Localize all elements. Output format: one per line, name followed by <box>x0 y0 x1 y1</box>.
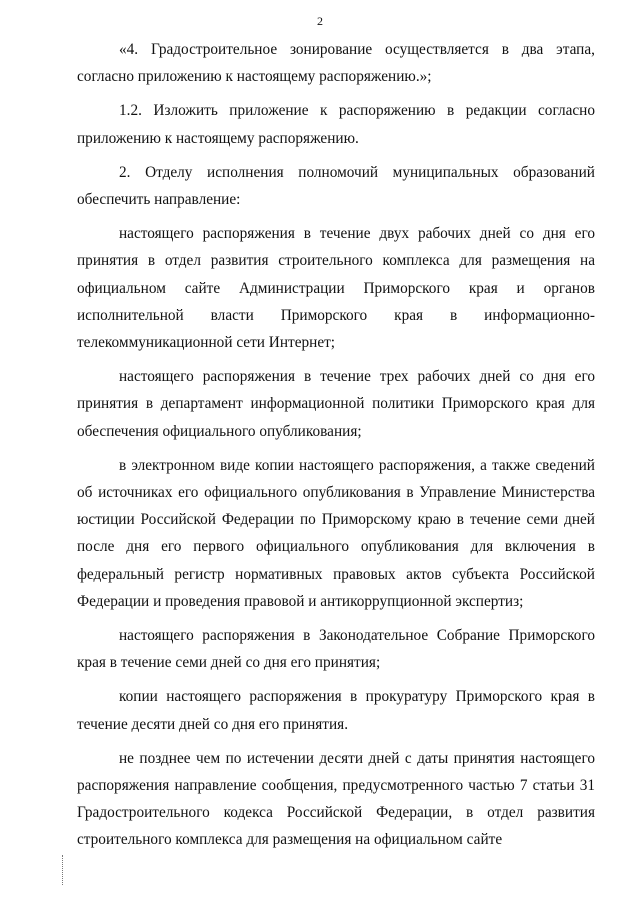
paragraph-send-legislative-assembly: настоящего распоряжения в Законодательное Собрание Приморского края в течение семи дней со дня его принятия; <box>77 627 595 672</box>
paragraph-zoning-stages: «4. Градостроительное зонирование осуществляется в два этапа, согласно приложению к настоящему распоряжению.»; <box>77 41 595 86</box>
paragraph-notification: не позднее чем по истечении десяти дней с даты принятия настоящего распоряжения направление сообщения, предусмотренного частью 7 статьи 31 Градостроительного кодекса Российской Федерации, в отдел развития строительного комплекса для размещения на официальном сайте <box>77 749 595 849</box>
paragraph-send-prosecutor: копии настоящего распоряжения в прокуратуру Приморского края в течение десяти дней со дня его принятия. <box>77 688 595 733</box>
document-body <box>77 36 595 861</box>
margin-binding-marks <box>62 855 65 885</box>
paragraph-1-2: 1.2. Изложить приложение к распоряжению в редакции согласно приложению к настоящему распоряжению. <box>77 102 595 147</box>
paragraph-send-info-policy-dept: настоящего распоряжения в течение трех рабочих дней со дня его принятия в департамент информационной политики Приморского края для обеспечения официального опубликования; <box>77 368 595 440</box>
paragraph-2: 2. Отделу исполнения полномочий муниципальных образований обеспечить направление: <box>77 163 595 209</box>
paragraph-send-ministry-justice: в электронном виде копии настоящего распоряжения, а также сведений об источниках его официального опубликования в Управление Министерства юстиции Российской Федерации по Приморскому краю в течение семи дней после дня его первого официального опубликования для включения в федеральный регистр нормативных правовых актов субъекта Российской Федерации и проведения правовой и антикоррупционной экспертиз; <box>77 456 595 610</box>
paragraph-send-development-dept: настоящего распоряжения в течение двух рабочих дней со дня его принятия в отдел развития строительного комплекса для размещения на официальном сайте Администрации Приморского края и органов исполнительной власти Приморского края в информационно-телекоммуникационной сети Интернет; <box>77 225 595 352</box>
page-number: 2 <box>317 14 323 28</box>
